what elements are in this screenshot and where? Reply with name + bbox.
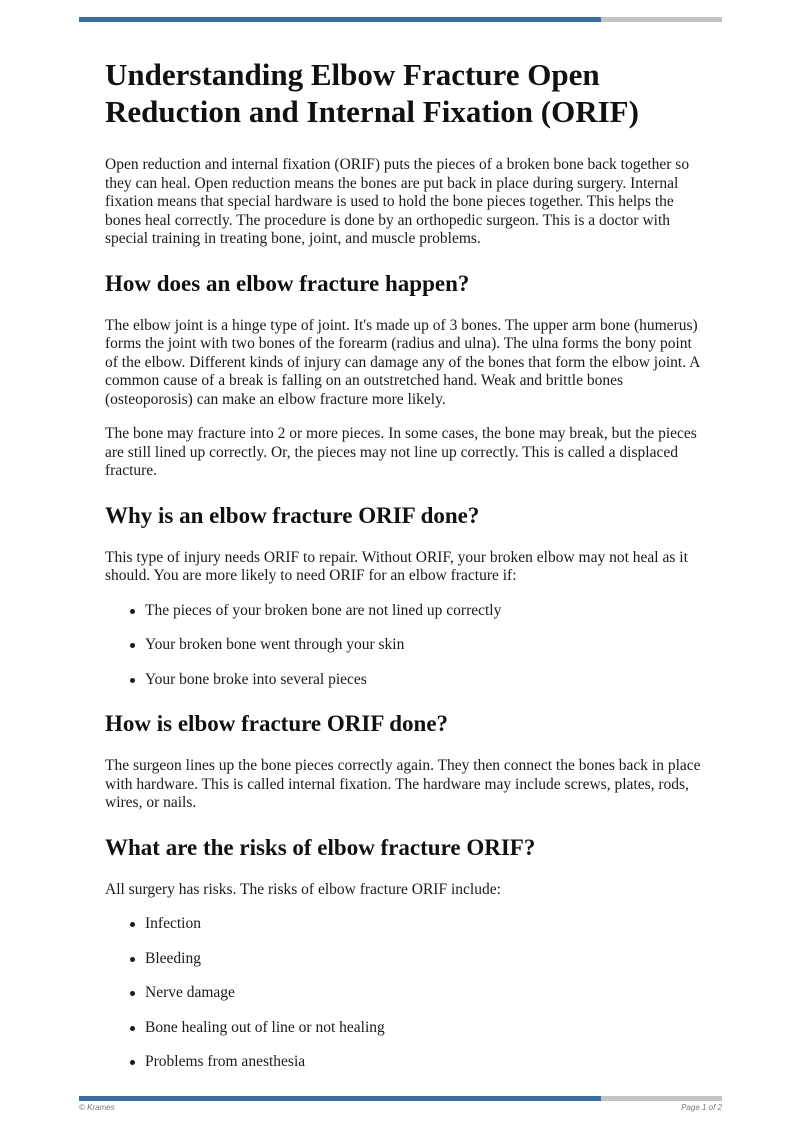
list-item: Infection [145,915,705,934]
header-rule-accent [79,17,601,22]
article-content [105,56,705,1088]
header-rule [79,17,722,22]
section-paragraph: All surgery has risks. The risks of elbow fracture ORIF include: [105,880,501,898]
copyright-text: © Krames [79,1103,115,1112]
section-paragraph: The elbow joint is a hinge type of joint. It's made up of 3 bones. The upper arm bone (humerus) forms the joint with two bones of the forearm (radius and ulna). The ulna forms the bony point of the elbow. Different kinds of injury can damage any of the bones that form the elbow joint. A common cause of a break is falling on an outstretched hand. Weak and brittle bones (osteoporosis) can make an elbow fracture more likely. [105,316,700,408]
list-item: The pieces of your broken bone are not lined up correctly [145,602,705,621]
list-item: Nerve damage [145,984,705,1003]
section-paragraph: The bone may fracture into 2 or more pieces. In some cases, the bone may break, but the pieces are still lined up correctly. Or, the pieces may not line up correctly. This is called a displaced fracture. [105,425,697,479]
page-footer [79,1103,722,1112]
header-rule-muted [601,17,722,22]
section-heading-why-done: Why is an elbow fracture ORIF done? [105,502,480,528]
footer-rule-muted [601,1096,722,1101]
section-heading-risks: What are the risks of elbow fracture ORIF? [105,834,536,860]
list-item: Problems from anesthesia [145,1053,705,1072]
list-item: Bleeding [145,950,705,969]
page-number: Page 1 of 2 [681,1103,722,1112]
bullet-list [105,915,705,1072]
section-paragraph: This type of injury needs ORIF to repair. Without ORIF, your broken elbow may not heal as it should. You are more likely to need ORIF for an elbow fracture if: [105,548,688,584]
footer-rule [79,1096,722,1101]
list-item: Your bone broke into several pieces [145,671,705,690]
page-title: Understanding Elbow Fracture Open Reduction and Internal Fixation (ORIF) [105,57,639,129]
intro-paragraph: Open reduction and internal fixation (ORIF) puts the pieces of a broken bone back together so they can heal. Open reduction means the bones are put back in place during surgery. Internal fixation means that special hardware is used to hold the bone pieces together. This helps the bones heal correctly. The procedure is done by an orthopedic surgeon. This is a doctor with special training in treating bone, joint, and muscle problems. [105,156,690,247]
footer-rule-accent [79,1096,601,1101]
list-item: Bone healing out of line or not healing [145,1019,705,1038]
bullet-list [105,602,705,690]
section-heading-how-done: How is elbow fracture ORIF done? [105,711,449,736]
list-item: Your broken bone went through your skin [145,636,705,655]
section-paragraph: The surgeon lines up the bone pieces correctly again. They then connect the bones back in place with hardware. This is called internal fixation. The hardware may include screws, plates, rods, wires, or nails. [105,757,701,811]
section-heading-how-happen: How does an elbow fracture happen? [105,270,470,296]
